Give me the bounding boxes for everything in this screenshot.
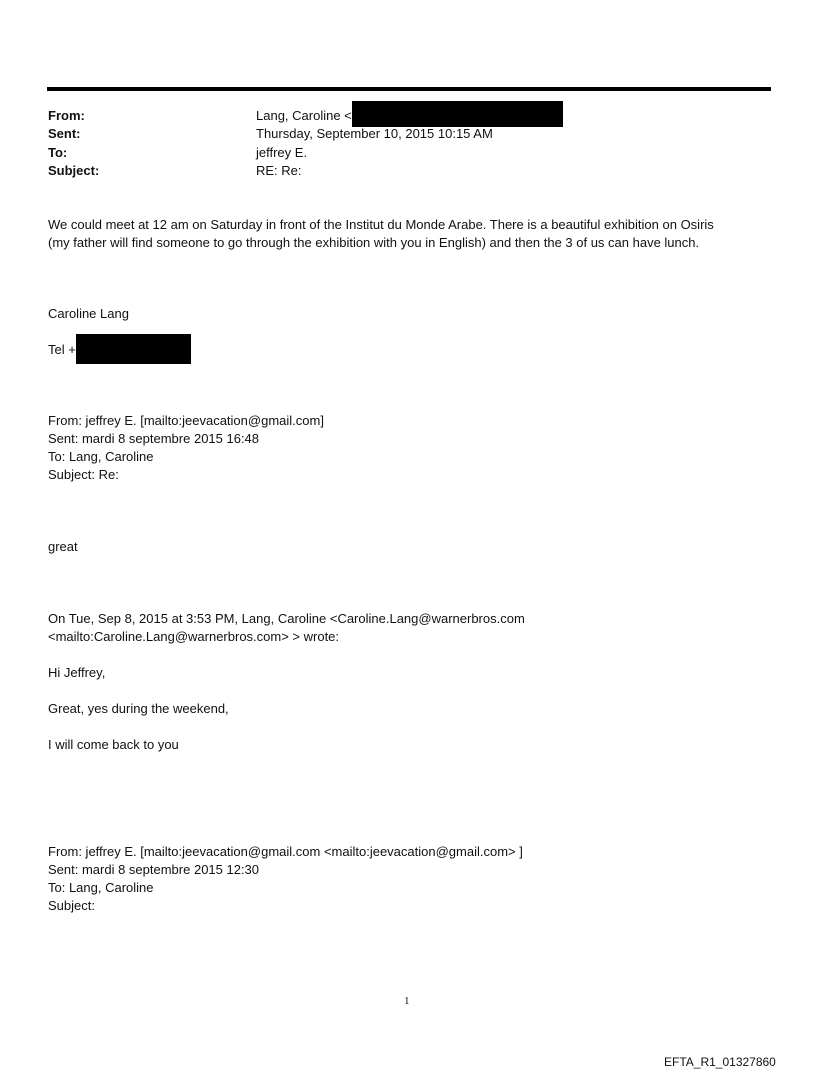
quoted2-intro-line-2: <mailto:Caroline.Lang@warnerbros.com> > wrote:	[48, 629, 340, 644]
quoted1-body: great	[48, 539, 78, 554]
quoted2-line-1: Great, yes during the weekend,	[48, 701, 229, 716]
subject-value: RE: Re:	[256, 163, 302, 178]
signature-name: Caroline Lang	[48, 306, 129, 321]
header-divider	[47, 87, 771, 91]
quoted3-to: To: Lang, Caroline	[48, 880, 154, 895]
from-label: From:	[48, 108, 85, 123]
sent-value: Thursday, September 10, 2015 10:15 AM	[256, 126, 493, 141]
quoted3-subject: Subject:	[48, 898, 95, 913]
page-number: 1	[404, 995, 410, 1007]
to-value: jeffrey E.	[256, 145, 308, 160]
sent-label: Sent:	[48, 126, 81, 141]
quoted1-to: To: Lang, Caroline	[48, 449, 154, 464]
to-label: To:	[48, 145, 68, 160]
quoted2-line-2: I will come back to you	[48, 737, 179, 752]
redaction-box	[352, 101, 563, 127]
body-paragraph-line-1: We could meet at 12 am on Saturday in front of the Institut du Monde Arabe. There is a beautiful exhibition on Osiris	[48, 217, 714, 232]
quoted1-from: From: jeffrey E. [mailto:jeevacation@gmail.com]	[48, 413, 324, 428]
quoted1-sent: Sent: mardi 8 septembre 2015 16:48	[48, 431, 260, 446]
quoted2-intro-line-1: On Tue, Sep 8, 2015 at 3:53 PM, Lang, Caroline <Caroline.Lang@warnerbros.com	[48, 611, 525, 626]
quoted2-greeting: Hi Jeffrey,	[48, 665, 106, 680]
body-paragraph-line-2: (my father will find someone to go through the exhibition with you in English) and then the 3 of us can have lunch.	[48, 235, 700, 250]
subject-label: Subject:	[48, 163, 100, 178]
quoted1-subject: Subject: Re:	[48, 467, 119, 482]
quoted3-sent: Sent: mardi 8 septembre 2015 12:30	[48, 862, 260, 877]
document-id: EFTA_R1_01327860	[664, 1055, 776, 1069]
signature-tel: Tel +	[48, 342, 76, 357]
quoted3-from: From: jeffrey E. [mailto:jeevacation@gmail.com <mailto:jeevacation@gmail.com> ]	[48, 844, 523, 859]
from-value: Lang, Caroline <	[256, 108, 352, 123]
redaction-box	[76, 334, 191, 364]
